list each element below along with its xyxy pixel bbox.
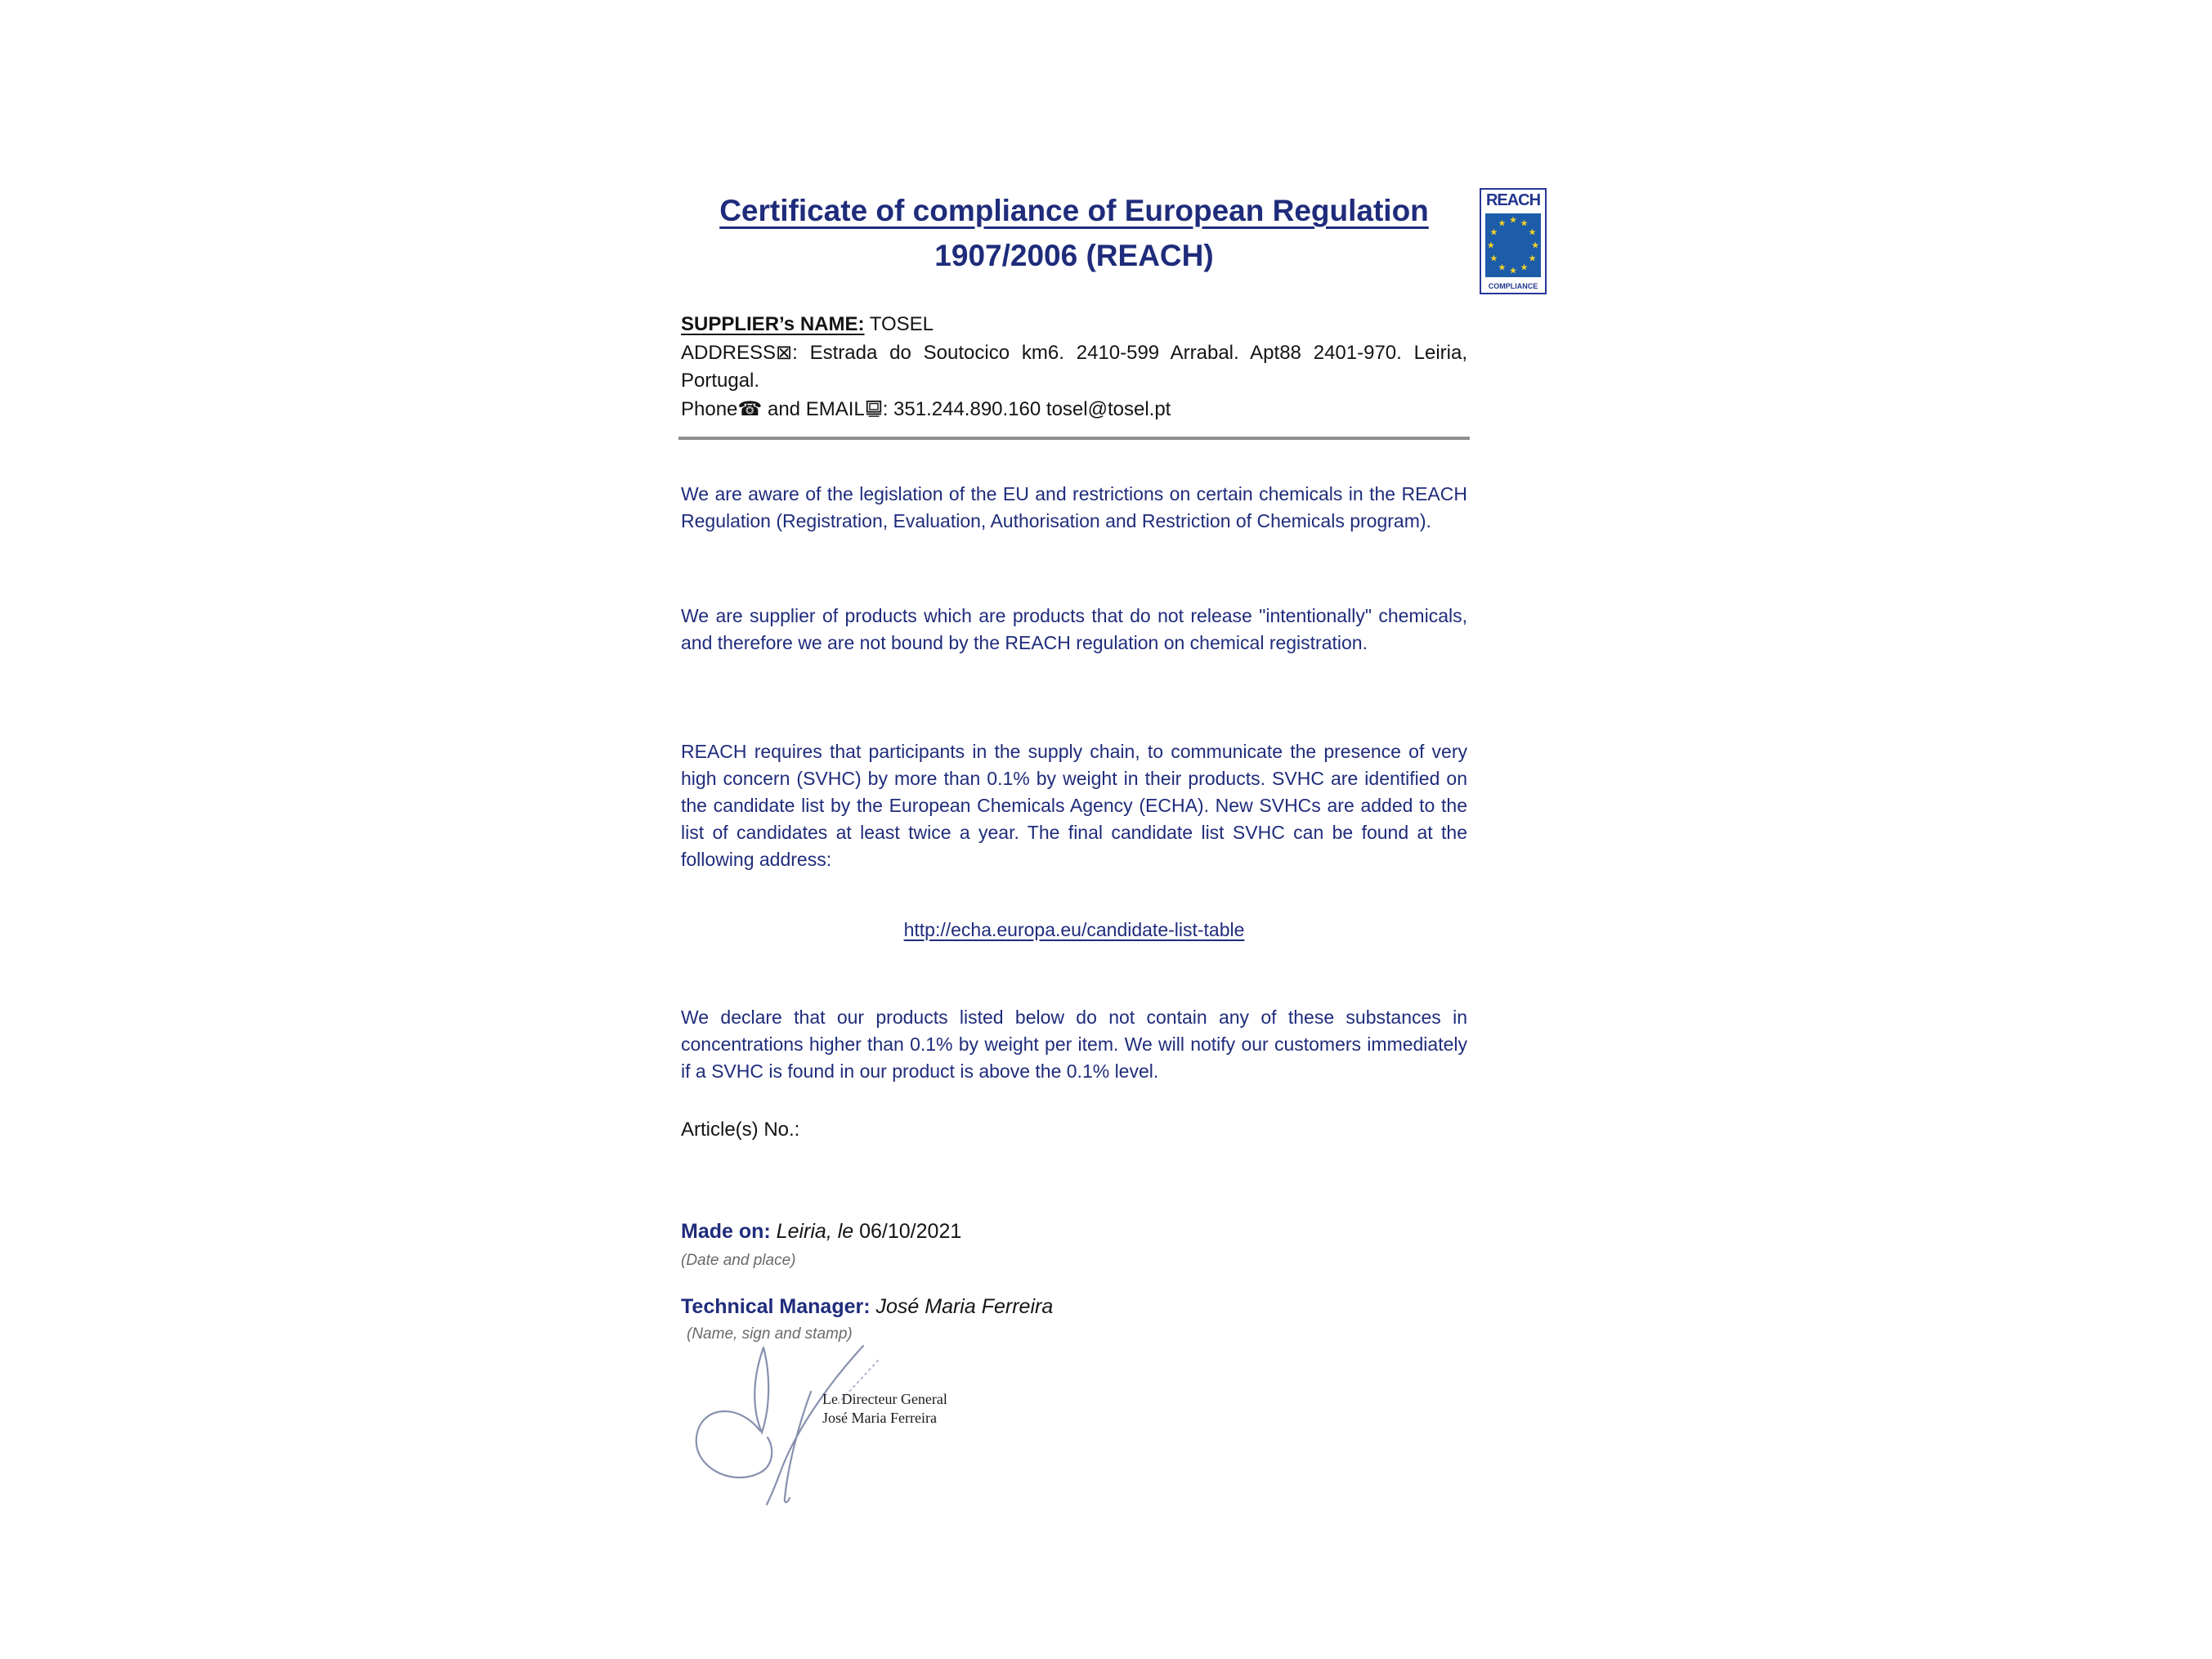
phone-icon: ☎ [737, 397, 763, 420]
page-title-line1: Certificate of compliance of European Regulation [719, 194, 1429, 227]
date-place-hint: (Date and place) [681, 1252, 796, 1269]
supplier-address-value: : Estrada do Soutocico km6. 2410-599 Arrabal. Apt88 2401-970. Leiria, Portugal. [681, 342, 1467, 392]
made-on-label: Made on: [681, 1220, 771, 1243]
manager-row [681, 1295, 1053, 1319]
candidate-list-link[interactable]: http://echa.europa.eu/candidate-list-table [903, 919, 1245, 940]
signature-title-line: Le Directeur General [822, 1391, 947, 1407]
reach-compliance-logo [1480, 188, 1547, 294]
envelope-icon: ⊠ [776, 341, 793, 364]
supplier-contact-row [681, 395, 1467, 424]
manager-name: José Maria Ferreira [875, 1295, 1054, 1318]
name-sign-hint: (Name, sign and stamp) [687, 1325, 853, 1343]
divider-rule [678, 437, 1470, 440]
paragraph-supplier-declaration: We are supplier of products which are products that do not release "intentionally" chemicals, and therefore we are not bound by the REACH regulation on chemical registration. [681, 605, 1467, 653]
logo-reach-text: REACH [1485, 191, 1541, 209]
candidate-list-link-row [681, 919, 1467, 941]
made-on-row [681, 1220, 961, 1244]
logo-compliance-text: COMPLIANCE [1488, 282, 1538, 290]
signature-ink [688, 1343, 991, 1514]
supplier-name-label: SUPPLIER’s NAME: [681, 313, 865, 335]
supplier-email-join: and EMAIL [767, 398, 865, 420]
manager-label: Technical Manager: [681, 1295, 871, 1318]
supplier-name-row [681, 311, 1467, 339]
paragraph-no-svhc-declaration: We declare that our products listed below do not contain any of these substances in concentrations higher than 0.1% by weight per item. We will notify our customers immediately if a SVHC is found in our product is above the 0.1% level. [681, 1007, 1467, 1082]
supplier-name-value: TOSEL [869, 313, 934, 335]
paragraph-awareness: We are aware of the legislation of the EU and restrictions on certain chemicals in the REACH Regulation (Registration, Evaluation, Authorisation and Restriction of Chemicals program). [681, 483, 1467, 531]
paragraph-reach-requirements: REACH requires that participants in the supply chain, to communicate the presence of very high concern (SVHC) by more than 0.1% by weight in their products. SVHC are identified on the candidate list by the European Chemicals Agency (ECHA). New SVHCs are added to the list of candidates at least twice a year. The final candidate list SVHC can be found at the following address: [681, 741, 1467, 870]
signature-stamp-text [822, 1390, 947, 1428]
supplier-phone-label: Phone [681, 398, 738, 420]
computer-icon [865, 398, 883, 420]
page-title [681, 188, 1467, 278]
made-on-date: 06/10/2021 [859, 1220, 962, 1243]
supplier-address-label: ADDRESS [681, 342, 777, 364]
articles-label: Article(s) No.: [681, 1119, 800, 1141]
supplier-contact-value: : 351.244.890.160 tosel@tosel.pt [882, 398, 1171, 420]
supplier-address-row [681, 339, 1467, 395]
eu-flag: ★ ★ ★ ★ ★ ★ ★ ★ ★ ★ ★ ★ [1486, 214, 1540, 276]
page-title-line2: 1907/2006 (REACH) [934, 239, 1214, 272]
signature-name-line: José Maria Ferreira [822, 1410, 937, 1426]
supplier-block [681, 311, 1467, 424]
made-on-place: Leiria, le [776, 1220, 854, 1243]
signature-scribble [688, 1343, 991, 1514]
